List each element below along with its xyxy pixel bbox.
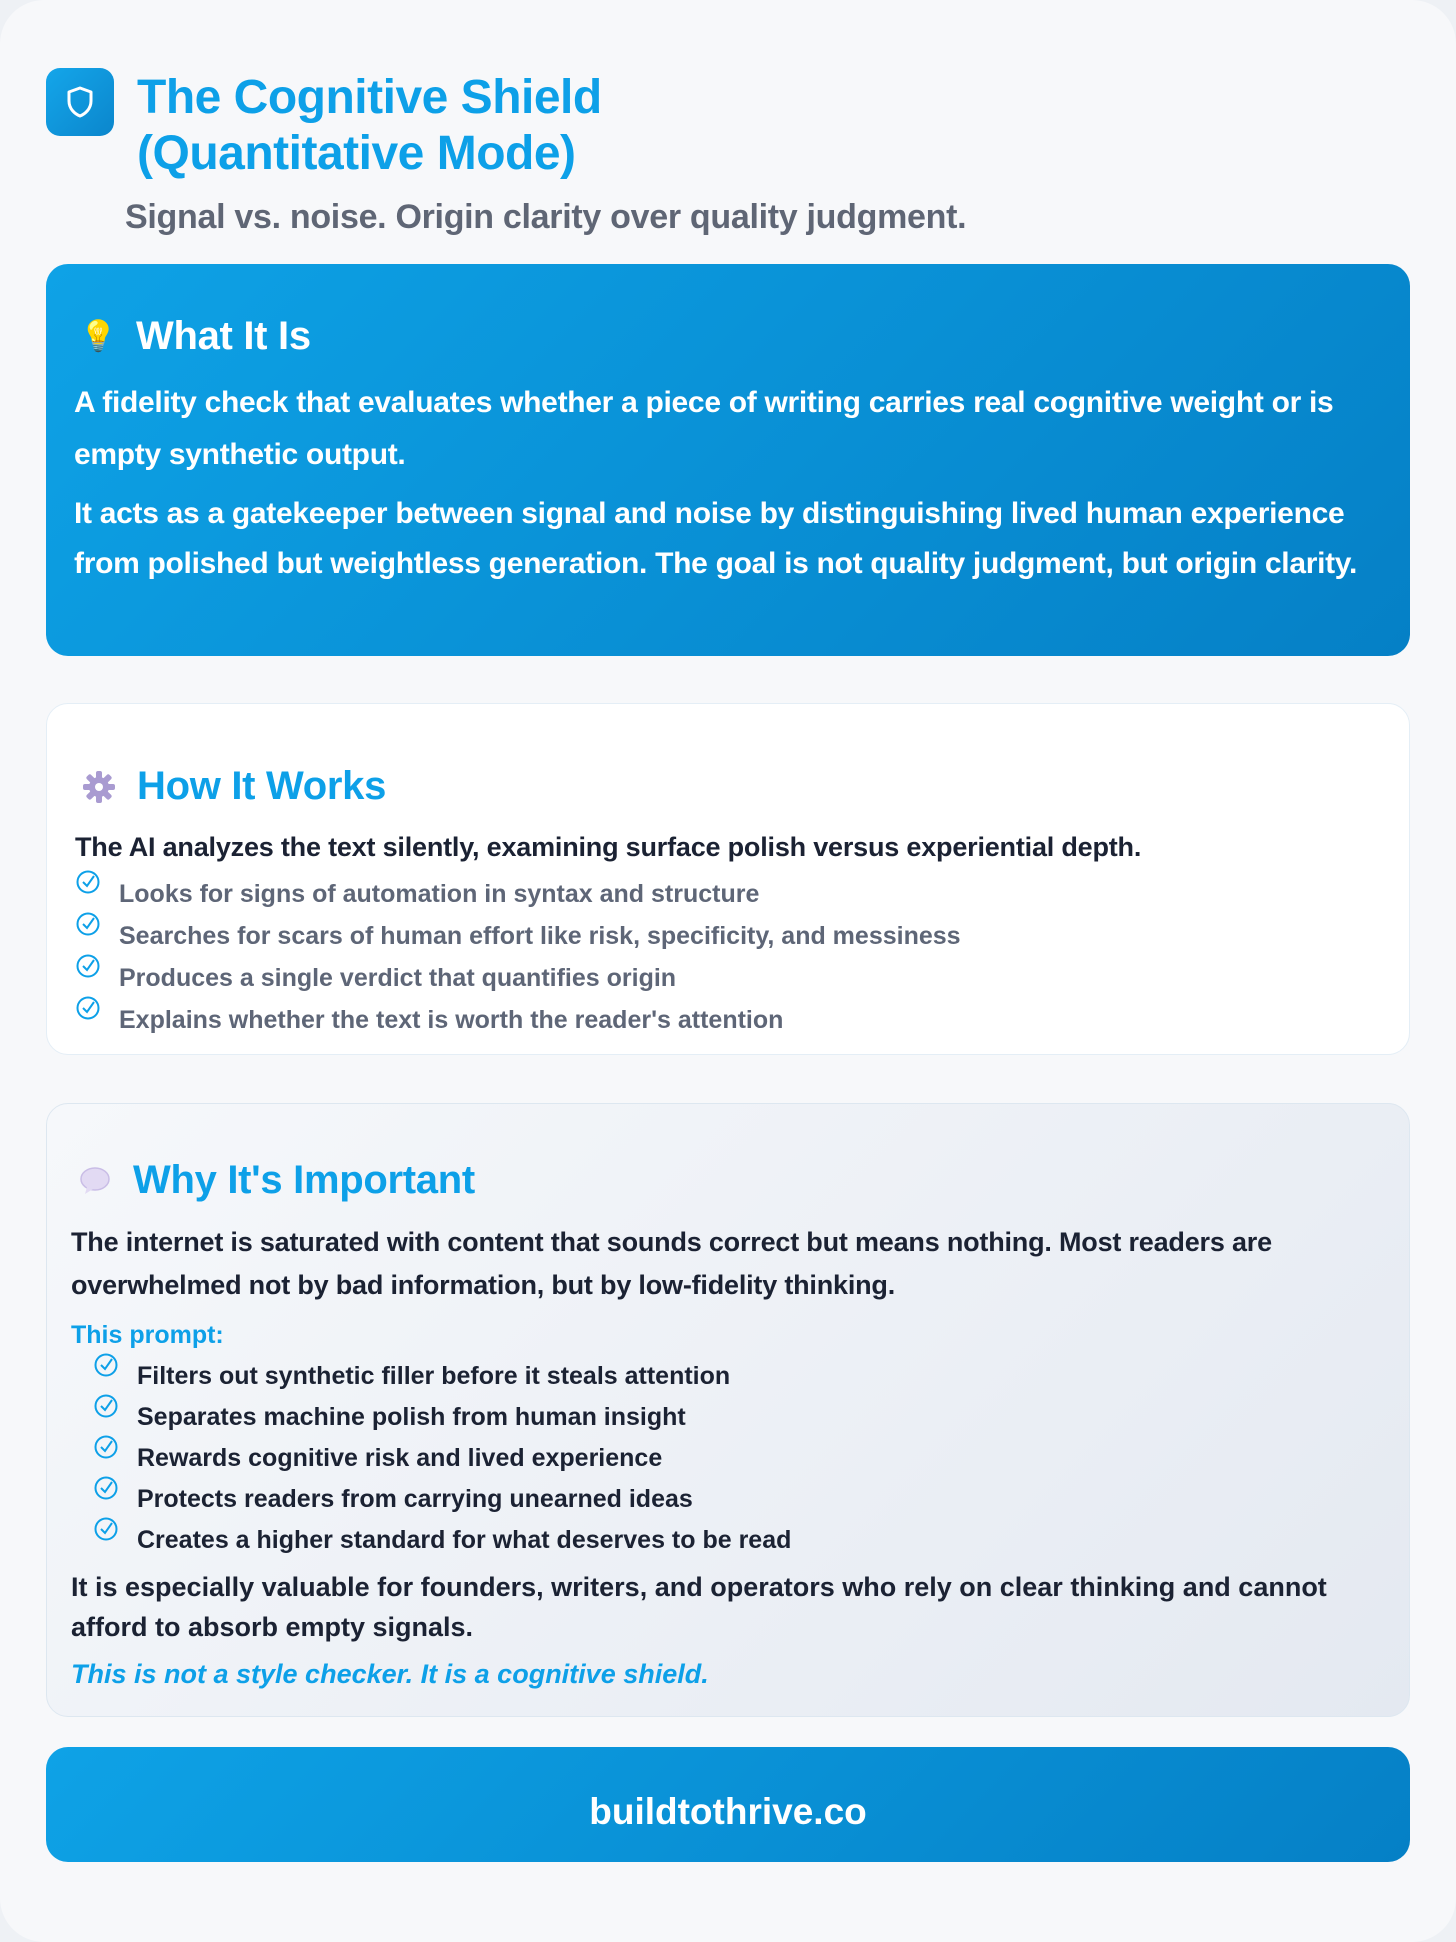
- check-circle-icon: [75, 909, 119, 942]
- paragraph: It acts as a gatekeeper between signal and noise by distinguishing lived human experience from polished but weightless generation. The goal is not quality judgment, but origin clarity.: [74, 497, 1357, 580]
- why-list: [93, 1350, 1379, 1555]
- check-circle-icon: [93, 1473, 137, 1506]
- tagline: This is not a style checker. It is a cognitive shield.: [71, 1659, 709, 1689]
- list-item: Searches for scars of human effort like risk, specificity, and messiness: [75, 909, 1379, 951]
- section-heading: [71, 1158, 1379, 1203]
- list-item: Separates machine polish from human insight: [93, 1391, 1379, 1432]
- gear-icon: [75, 770, 123, 804]
- subtitle: Signal vs. noise. Origin clarity over quality judgment.: [125, 198, 967, 236]
- list-item: Looks for signs of automation in syntax and structure: [75, 867, 1379, 909]
- what-it-is-card: [46, 264, 1410, 656]
- footer-banner: [46, 1747, 1410, 1862]
- check-circle-icon: [93, 1391, 137, 1424]
- closing-text: It is especially valuable for founders, writers, and operators who rely on clear thinking and cannot afford to absorb empty signals.: [71, 1572, 1327, 1642]
- list-item: Filters out synthetic filler before it steals attention: [93, 1350, 1379, 1391]
- how-it-works-card: [46, 703, 1410, 1055]
- check-circle-icon: [75, 993, 119, 1026]
- shield-icon: [46, 68, 114, 136]
- list-item: Explains whether the text is worth the reader's attention: [75, 993, 1379, 1035]
- page-title: [137, 70, 602, 182]
- title-line-1: The Cognitive Shield: [137, 71, 602, 124]
- check-circle-icon: [75, 951, 119, 984]
- heading-text: What It Is: [136, 314, 311, 358]
- heading-text: How It Works: [137, 764, 387, 808]
- list-item: Produces a single verdict that quantifies origin: [75, 951, 1379, 993]
- title-line-2: (Quantitative Mode): [137, 127, 576, 180]
- check-circle-icon: [93, 1432, 137, 1465]
- section-heading: [75, 764, 1379, 809]
- paragraph: A fidelity check that evaluates whether a piece of writing carries real cognitive weight or is empty synthetic output.: [74, 386, 1334, 471]
- list-item: Protects readers from carrying unearned ideas: [93, 1473, 1379, 1514]
- how-list: [75, 867, 1379, 1035]
- section-heading: [74, 314, 1380, 359]
- intro-text: The AI analyzes the text silently, examining surface polish versus experiential depth.: [75, 832, 1142, 862]
- heading-text: Why It's Important: [133, 1158, 475, 1202]
- lightbulb-icon: 💡: [79, 320, 117, 353]
- prompt-label: This prompt:: [71, 1321, 224, 1349]
- list-item: Rewards cognitive risk and lived experience: [93, 1432, 1379, 1473]
- list-item: Creates a higher standard for what deserves to be read: [93, 1514, 1379, 1555]
- check-circle-icon: [93, 1514, 137, 1547]
- intro-text: The internet is saturated with content that sounds correct but means nothing. Most readers are overwhelmed not by bad information, but by low-fidelity thinking.: [71, 1227, 1272, 1300]
- footer-link[interactable]: buildtothrive.co: [589, 1790, 867, 1832]
- speech-bubble-icon: [71, 1166, 119, 1196]
- check-circle-icon: [93, 1350, 137, 1383]
- why-important-card: [46, 1103, 1410, 1717]
- check-circle-icon: [75, 867, 119, 900]
